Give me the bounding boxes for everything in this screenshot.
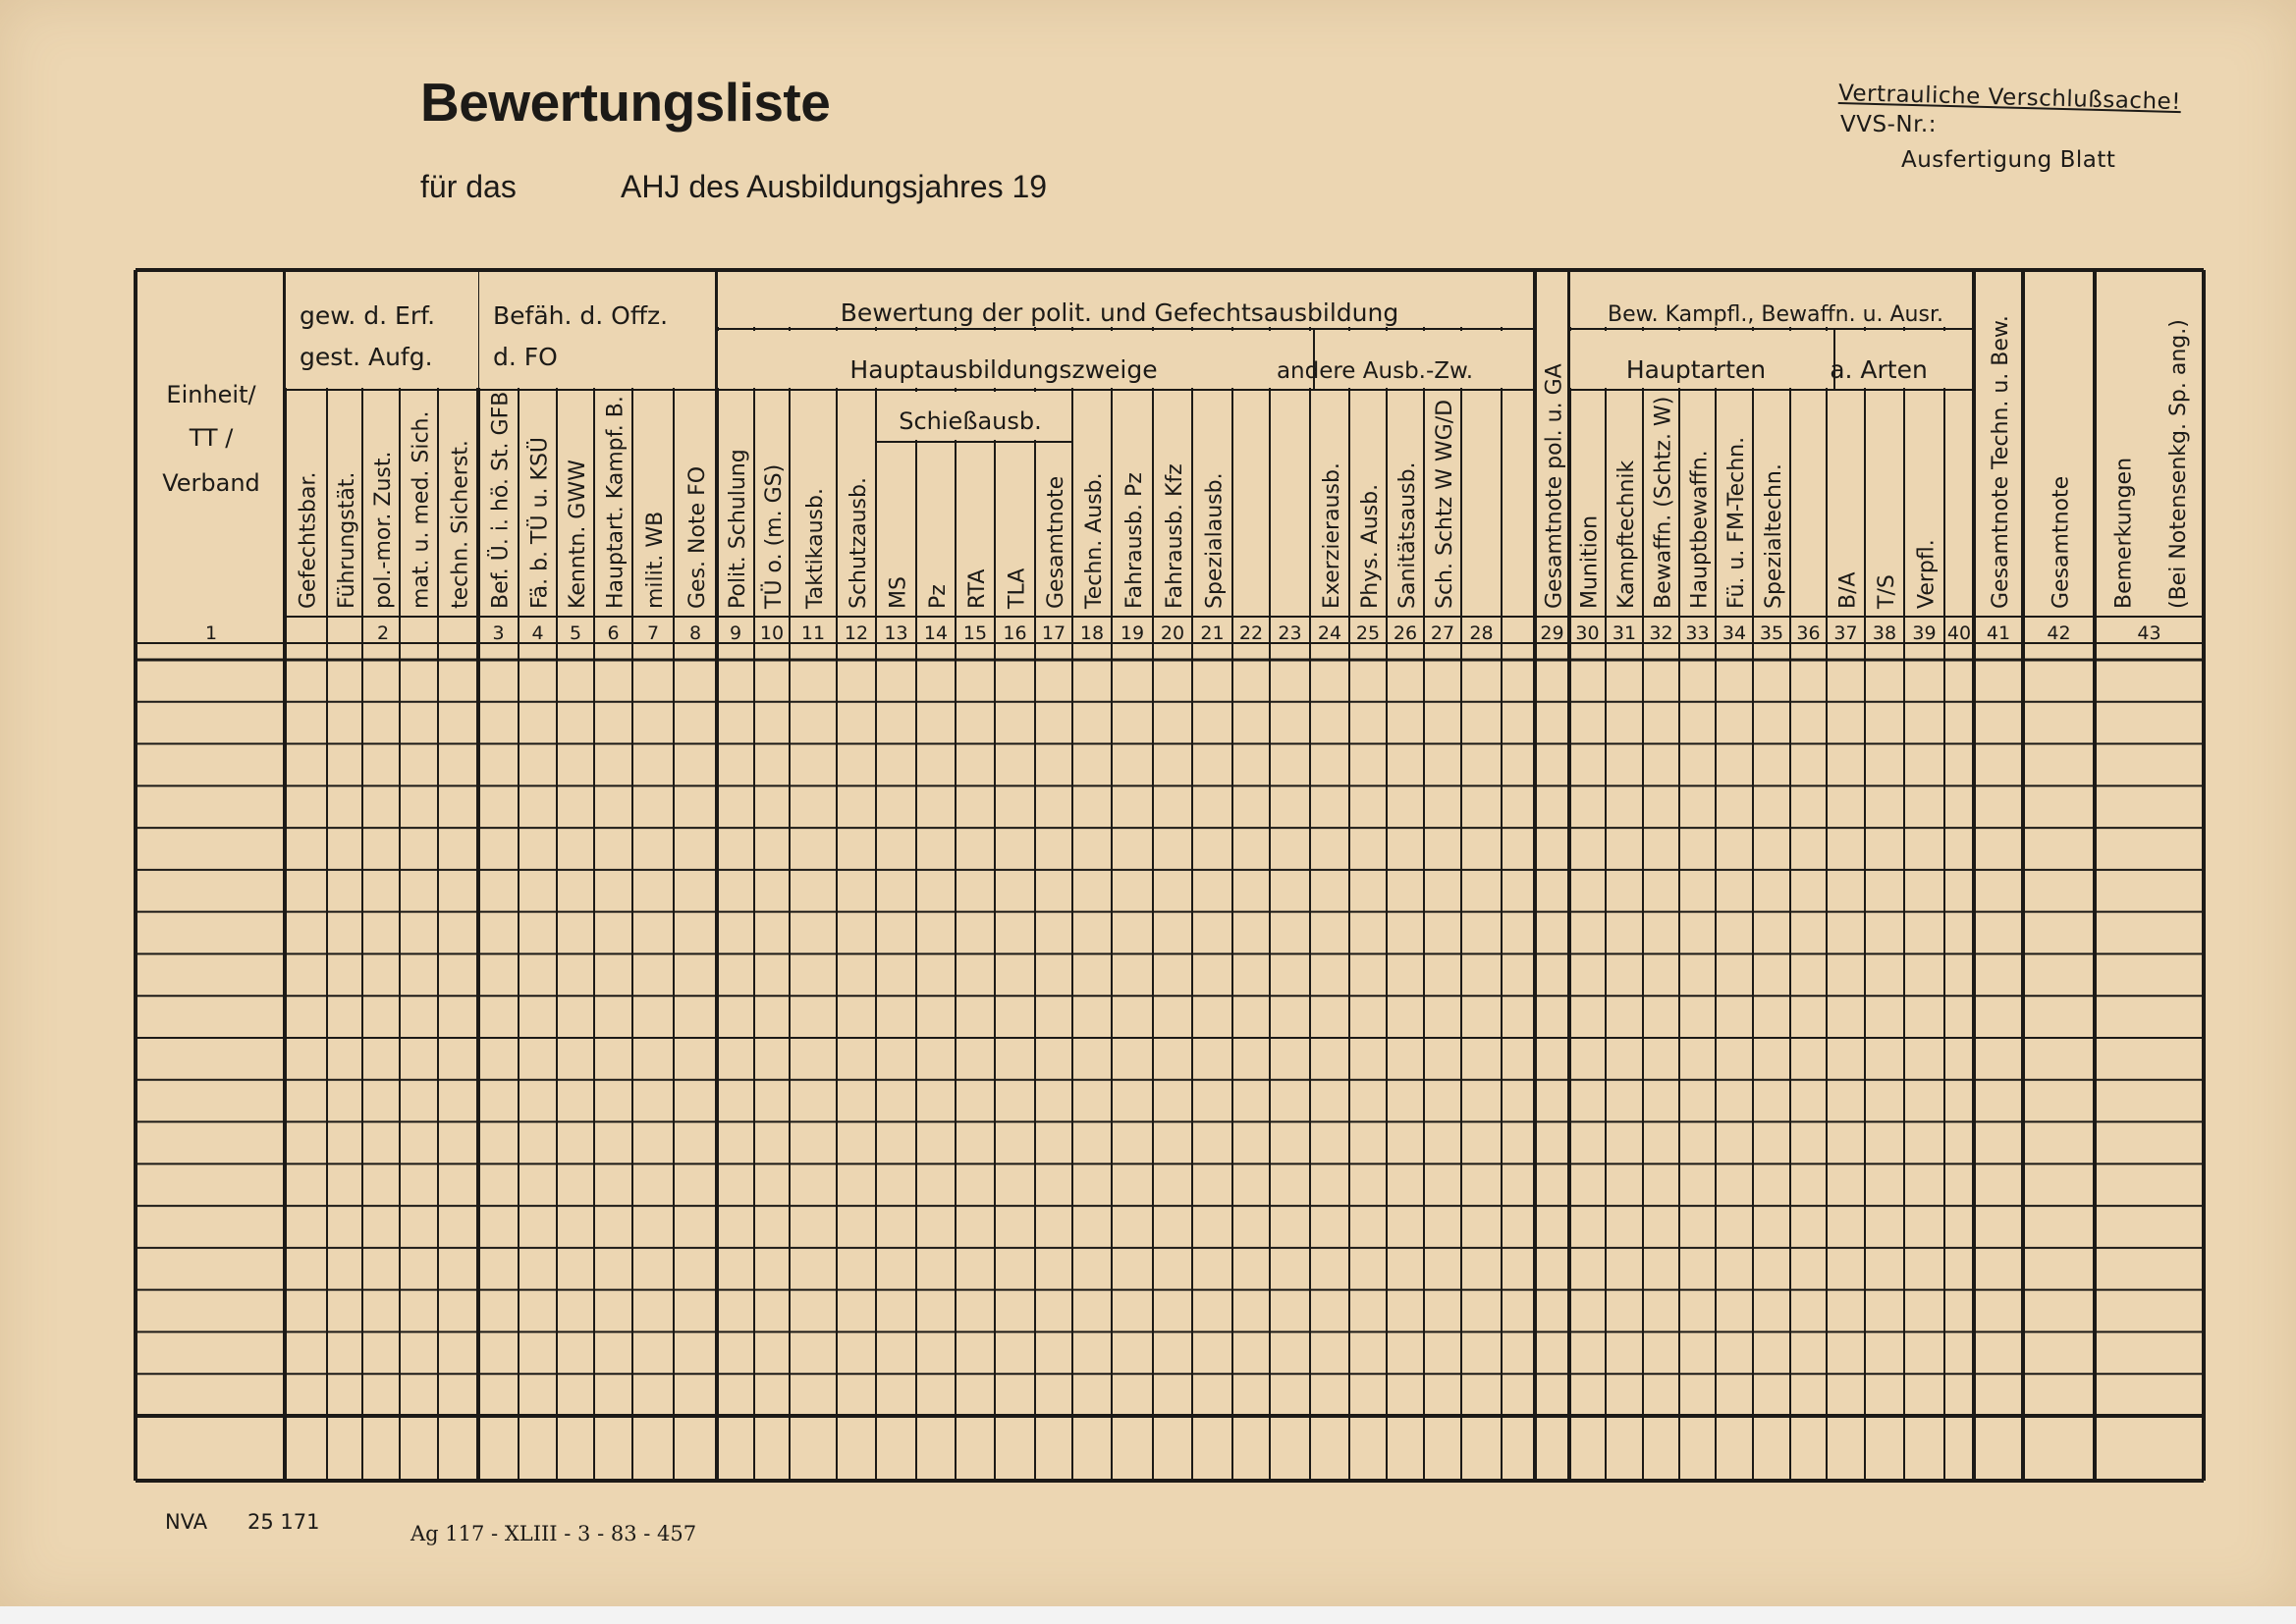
column-label: Munition	[1577, 514, 1603, 609]
column-number: 34	[1722, 623, 1747, 644]
header-a-arten: a. Arten	[1830, 355, 1928, 384]
column-number: 16	[1003, 623, 1027, 644]
column-number: 28	[1469, 623, 1494, 644]
column-label: Kenntn. GWW	[566, 460, 590, 609]
column-label: Führungstät.	[335, 471, 359, 609]
vvs-number-label: VVS-Nr.:	[1840, 112, 1937, 137]
unit-label-line3: Verband	[162, 469, 260, 497]
column-number: 29	[1540, 623, 1564, 644]
column-number: 14	[923, 623, 949, 644]
column-label: Sch. Schtz W WG/D	[1433, 399, 1457, 609]
column-label: pol.-mor. Zust.	[371, 451, 396, 609]
header-andere-ausb: andere Ausb.-Zw.	[1276, 358, 1474, 384]
column-label: MS	[886, 576, 911, 609]
column-label: Taktikausb.	[803, 488, 828, 609]
column-label: Spezialausb.	[1202, 472, 1228, 609]
footer-code: NVA	[165, 1510, 208, 1534]
column-number: 4	[531, 623, 544, 644]
column-label: milit. WB	[643, 511, 668, 609]
column-number: 13	[884, 623, 908, 644]
unit-label-line2: TT /	[189, 424, 234, 452]
header-bewertung: Bewertung der polit. und Gefechtsausbildung	[840, 298, 1399, 327]
column-label: Pz	[926, 584, 951, 609]
column-number: 39	[1912, 623, 1937, 644]
column-label: Fahrausb. Pz	[1122, 472, 1147, 609]
column-number: 33	[1685, 623, 1710, 644]
column-number: 38	[1872, 623, 1897, 644]
column-number: 31	[1612, 623, 1637, 644]
column-label: techn. Sicherst.	[448, 440, 473, 609]
footer-number: 25 171	[247, 1510, 320, 1534]
column-number: 21	[1200, 623, 1225, 644]
column-label: Spezialtechn.	[1762, 463, 1786, 609]
column-number: 22	[1238, 623, 1264, 644]
subtitle-main: AHJ des Ausbildungsjahres 19	[621, 169, 1048, 204]
column-label: Phys. Ausb.	[1358, 483, 1383, 609]
column-label: Hauptbewaffn.	[1687, 450, 1713, 609]
column-label: Fahrausb. Kfz	[1163, 463, 1187, 609]
column-label: Gesamtnote pol. u. GA	[1542, 363, 1567, 609]
column-label: Ges. Note FO	[685, 465, 710, 609]
header-gew-line2: gest. Aufg.	[300, 343, 433, 371]
confidential-mark: Vertrauliche Verschlußsache!	[1837, 81, 2182, 116]
column-label: Gesamtnote Techn. u. Bew.	[1989, 315, 2013, 609]
column-number: 32	[1649, 623, 1673, 644]
column-label: Exerzierausb.	[1320, 462, 1344, 609]
document-title: Bewertungsliste	[420, 72, 831, 133]
column-label: Fä. b. TÜ u. KSÜ	[527, 436, 553, 609]
column-number: 3	[492, 623, 505, 644]
column-number: 12	[844, 623, 869, 644]
column-label: Verpfl.	[1914, 539, 1940, 609]
column-number: 27	[1430, 623, 1455, 644]
column-label: Bef. Ü. i. hö. St. GFB	[488, 391, 514, 609]
column-label: Gesamtnote	[2049, 475, 2074, 609]
column-label: Gesamtnote	[1044, 475, 1068, 609]
column-label: Hauptart. Kampf. B.	[603, 396, 629, 609]
footer-ag-code: Ag 117 - XLIII - 3 - 83 - 457	[410, 1522, 697, 1545]
column-number: 6	[607, 623, 620, 644]
column-label: Fü. u. FM-Techn.	[1724, 436, 1749, 609]
column-number: 18	[1079, 623, 1105, 644]
column-label: Polit. Schulung	[726, 449, 750, 609]
column-label: RTA	[965, 568, 990, 609]
column-label: mat. u. med. Sich.	[409, 410, 434, 609]
column-number: 41	[1986, 623, 2011, 644]
column-number: 2	[376, 623, 390, 644]
ausfertigung-label: Ausfertigung Blatt	[1901, 147, 2116, 173]
column-label: Schutzausb.	[847, 477, 871, 609]
header-befaeh-line2: d. FO	[493, 343, 558, 371]
header-hauptarten: Hauptarten	[1625, 355, 1767, 384]
column-number: 42	[2047, 623, 2071, 644]
column-number: 1	[204, 623, 218, 644]
column-label: Bemerkungen	[2111, 457, 2137, 609]
column-label: Gefechtsbar.	[296, 471, 321, 609]
column-label: Bewaffn. (Schtz. W)	[1651, 396, 1676, 609]
column-number: 19	[1120, 623, 1145, 644]
column-number: 10	[759, 623, 785, 644]
column-number: 7	[646, 623, 660, 644]
column-number: 17	[1041, 623, 1066, 644]
column-number: 5	[569, 623, 582, 644]
column-number: 11	[800, 623, 826, 644]
column-number: 40	[1946, 623, 1972, 644]
column-label: TÜ o. (m. GS)	[762, 463, 787, 609]
column-number: 26	[1393, 623, 1418, 644]
column-label: T/S	[1875, 574, 1899, 609]
column-number: 35	[1759, 623, 1784, 644]
subtitle-prefix: für das	[420, 169, 517, 204]
column-label: (Bei Notensenkg. Sp. ang.)	[2166, 319, 2191, 609]
column-number: 37	[1833, 623, 1858, 644]
column-label: B/A	[1835, 571, 1861, 609]
column-number: 24	[1317, 623, 1342, 644]
header-bew-kampf: Bew. Kampfl., Bewaffn. u. Ausr.	[1608, 302, 1943, 327]
header-befaeh-line1: Befäh. d. Offz.	[493, 301, 669, 330]
header-gew-line1: gew. d. Erf.	[300, 301, 436, 330]
column-label: TLA	[1005, 568, 1030, 609]
unit-label-line1: Einheit/	[166, 381, 256, 408]
column-label: Sanitätsausb.	[1395, 461, 1420, 609]
header-hauptausbildungszweige: Hauptausbildungszweige	[849, 355, 1158, 384]
column-label: Kampftechnik	[1614, 460, 1639, 609]
column-number: 30	[1575, 623, 1600, 644]
column-number: 43	[2137, 623, 2161, 644]
column-number: 9	[729, 623, 742, 644]
column-number: 23	[1278, 623, 1302, 644]
column-number: 36	[1796, 623, 1821, 644]
column-number: 15	[962, 623, 988, 644]
column-label: Techn. Ausb.	[1082, 472, 1107, 609]
header-schiessausb: Schießausb.	[899, 407, 1042, 435]
column-number: 20	[1160, 623, 1185, 644]
column-number: 8	[688, 623, 702, 644]
column-number: 25	[1355, 623, 1381, 644]
